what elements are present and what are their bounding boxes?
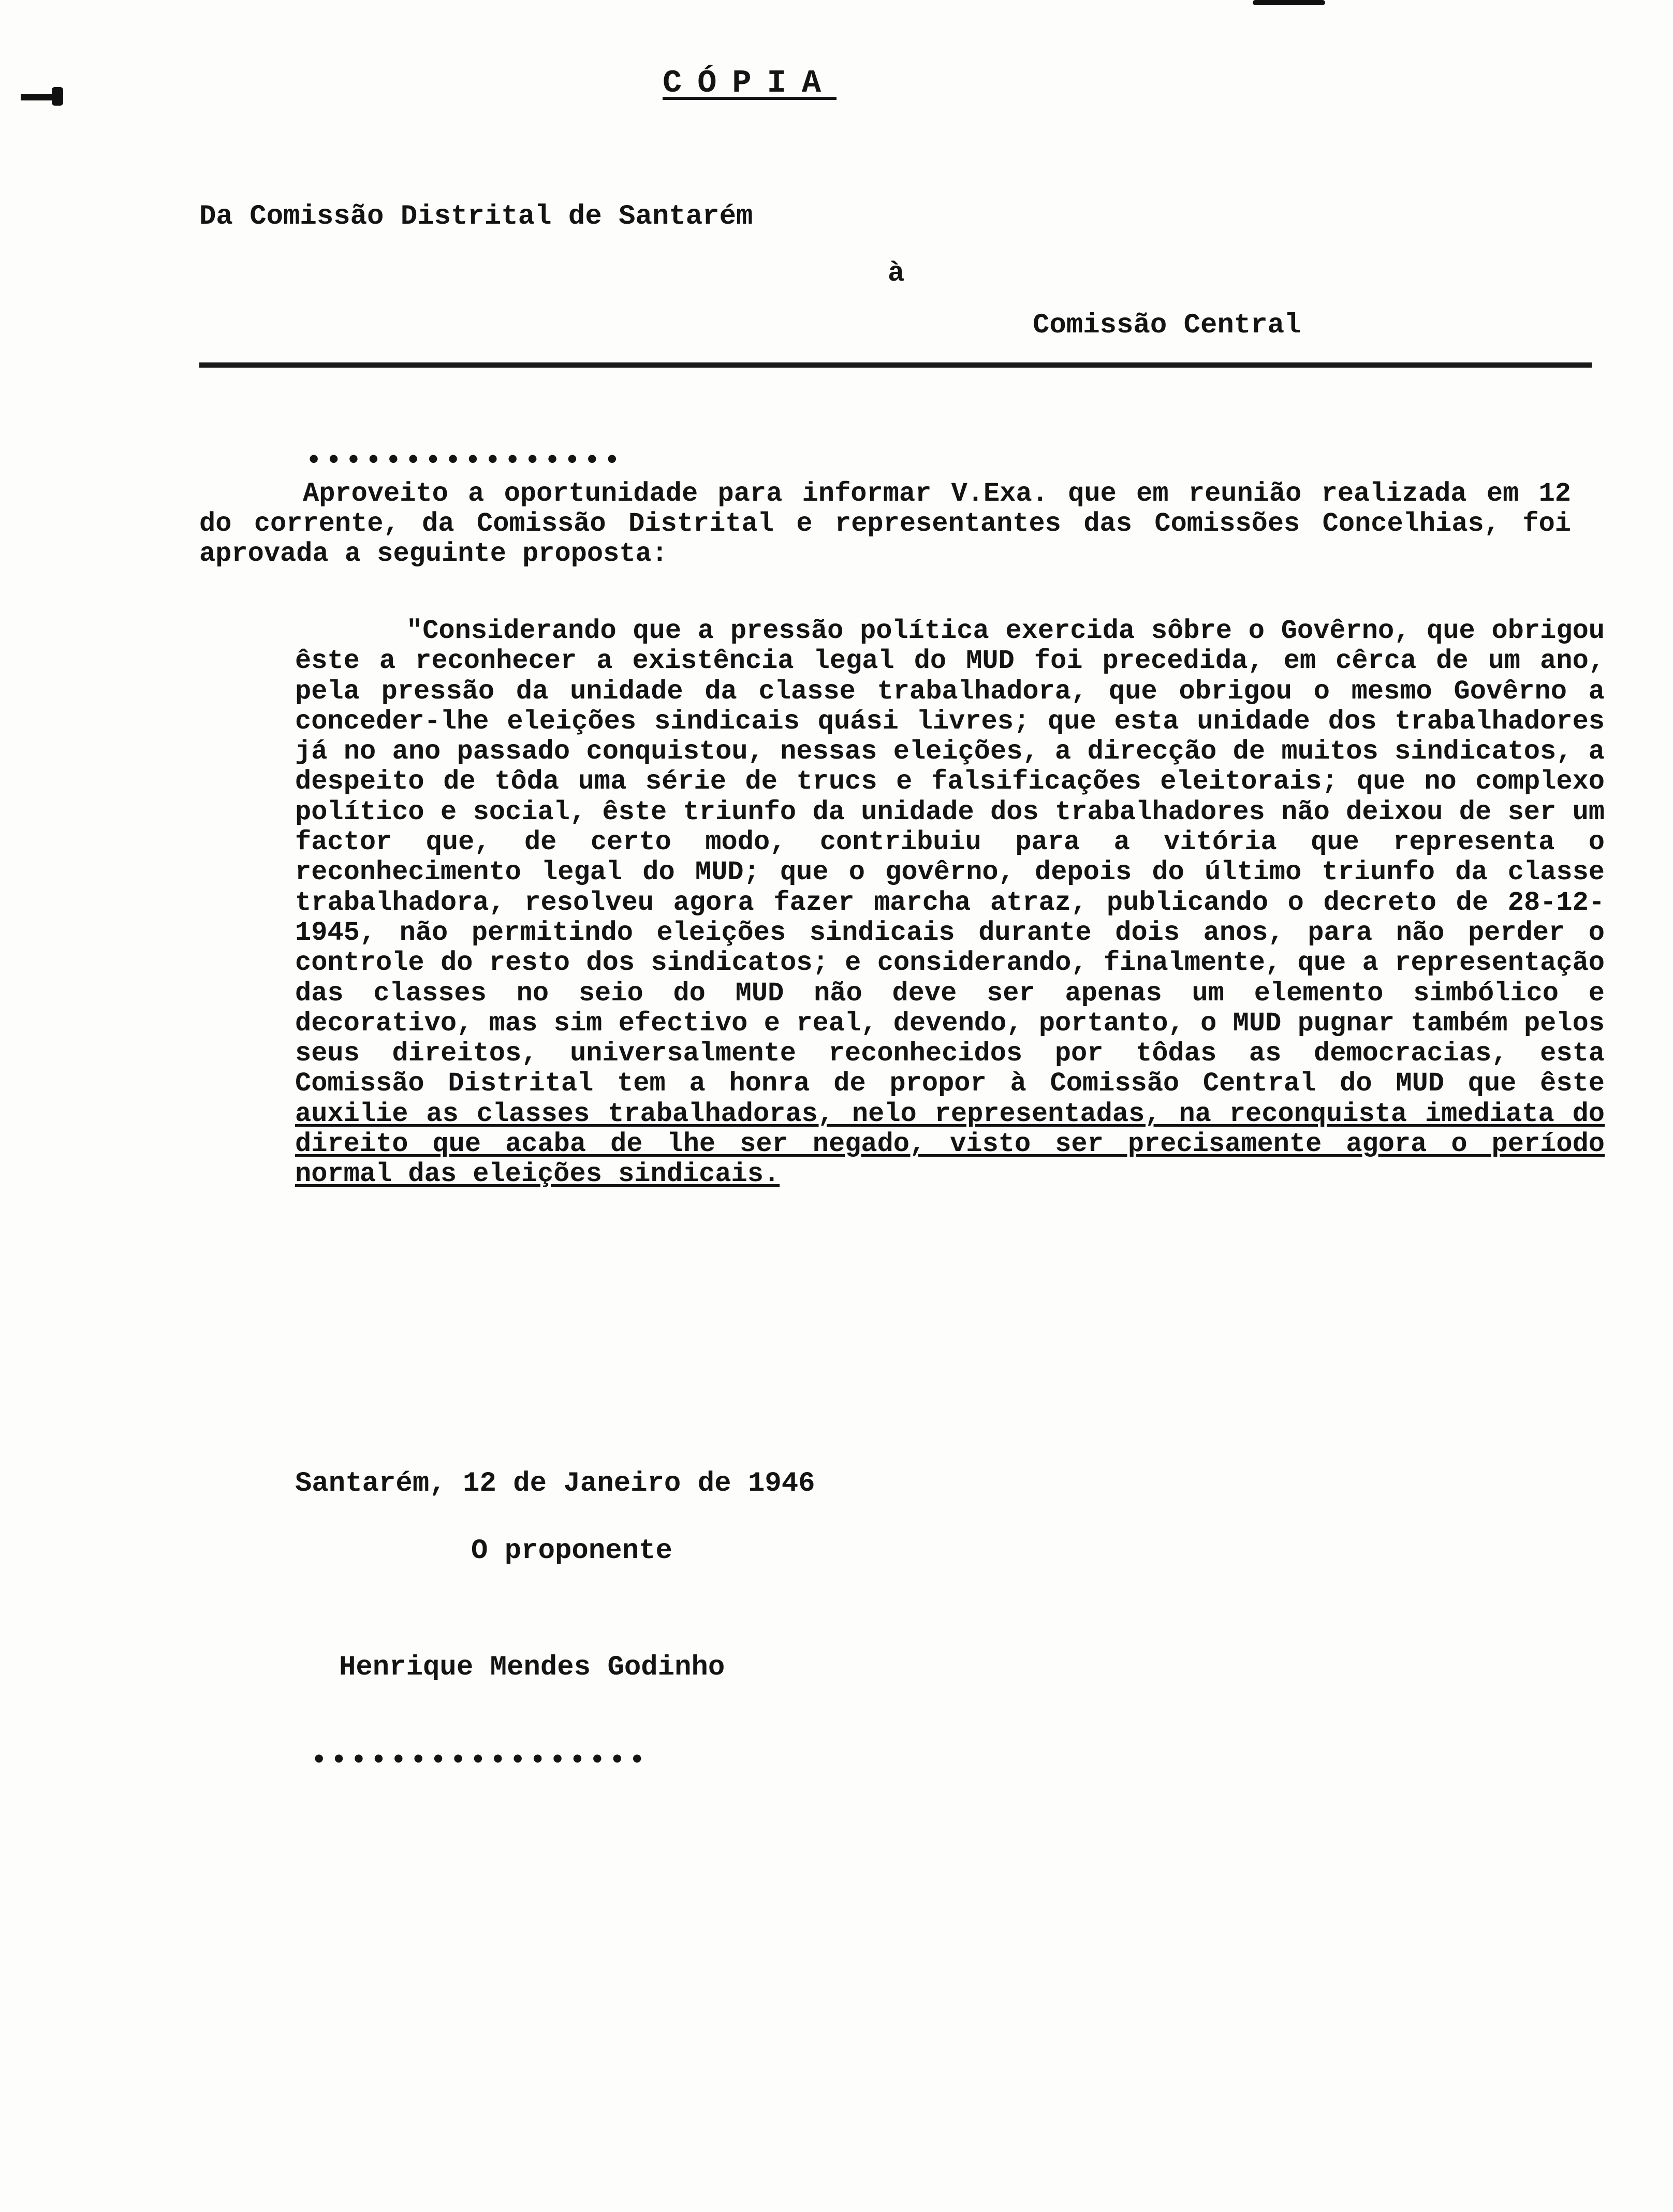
recipient-connector: à bbox=[888, 258, 905, 289]
intro-paragraph: Aproveito a oportunidade para informar V.Exa. que em reunião realizada em 12 do corrente, da Comissão Distrital e representantes das Comissões Concelhias, foi aprovada a seguinte proposta: bbox=[199, 478, 1571, 569]
scan-mark-top-right bbox=[1253, 0, 1325, 5]
separator-dots-top: •••••••••••••••• bbox=[305, 445, 624, 477]
header-divider bbox=[199, 362, 1592, 368]
proposal-underlined: auxilie as classes trabalhadoras, nelo representadas, na reconquista imediata do direito que acaba de lhe ser negado, visto ser precisamente agora o período normal das eleições sindicais. bbox=[295, 1098, 1605, 1190]
place-date: Santarém, 12 de Janeiro de 1946 bbox=[295, 1468, 815, 1500]
proposal-text bbox=[295, 616, 1605, 1190]
proponent-label: O proponente bbox=[471, 1535, 672, 1567]
separator-dots-bottom: ••••••••••••••••• bbox=[311, 1745, 649, 1777]
sender-line: Da Comissão Distrital de Santarém bbox=[199, 201, 753, 232]
document-title: CÓPIA bbox=[663, 65, 837, 101]
proponent-name: Henrique Mendes Godinho bbox=[339, 1652, 725, 1683]
recipient-line: Comissão Central bbox=[1033, 310, 1301, 341]
scan-mark-left-dot bbox=[52, 87, 63, 106]
proposal-body: "Considerando que a pressão política exercida sôbre o Govêrno, que obrigou êste a reconhecer a existência legal do MUD foi precedida, em cêrca de um ano, pela pressão da unidade da classe trabalhadora, que obrigou o mesmo Govêrno a conceder-lhe eleições sindicais quási livres; que esta unidade dos trabalhadores já no ano passado conquistou, nessas eleições, a direcção de muitos sindicatos, a despeito de tôda uma série de trucs e falsificações eleitorais; que no complexo político e social, êste triunfo da unidade dos trabalhadores não deixou de ser um factor que, de certo modo, contribuiu para a vitória que representa o reconhecimento legal do MUD; que o govêrno, depois do último triunfo da classe trabalhadora, resolveu agora fazer marcha atraz, publicando o decreto de 28-12-1945, não permitindo eleições sindicais durante dois anos, para não perder o controle do resto dos sindicatos; e considerando, finalmente, que a representação das classes no seio do MUD não deve ser apenas um elemento simbólico e decorativo, mas sim efectivo e real, devendo, portanto, o MUD pugnar também pelos seus direitos, universalmente reconhecidos por tôdas as democracias, esta Comissão Distrital tem a honra de propor à Comissão Central do MUD que êste bbox=[295, 616, 1605, 1099]
